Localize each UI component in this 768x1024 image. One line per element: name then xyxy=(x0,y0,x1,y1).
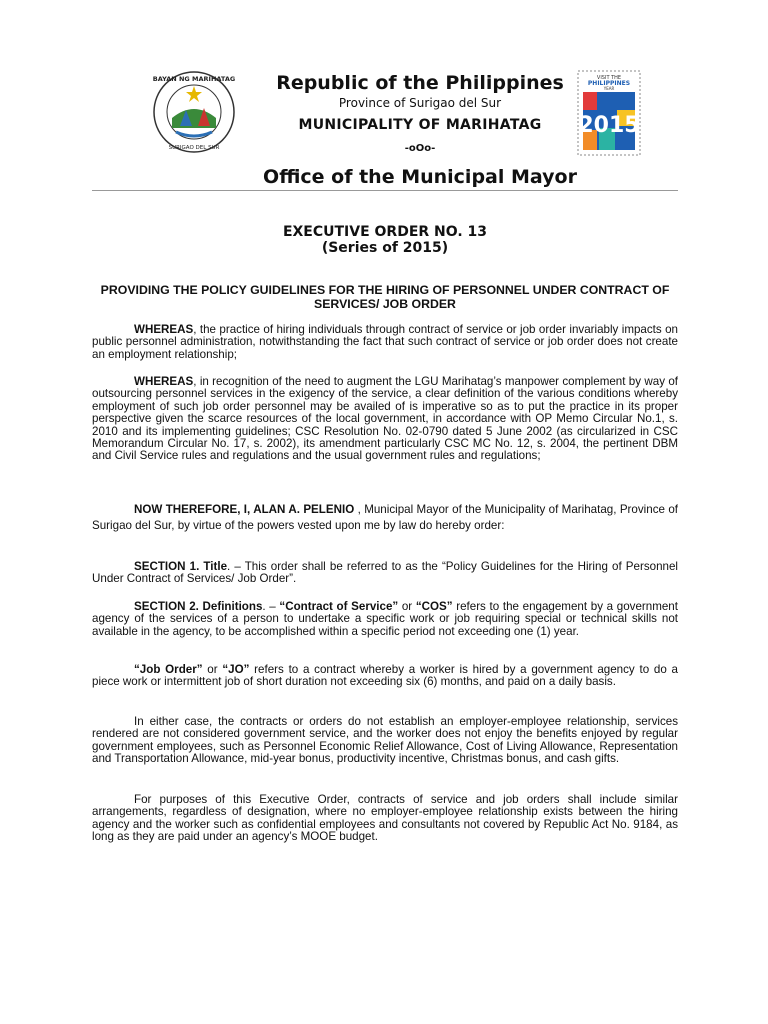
section-2-paragraph xyxy=(92,601,678,638)
order-subject: PROVIDING THE POLICY GUIDELINES FOR THE HIRING OF PERSONNEL UNDER CONTRACT OF SERVICES/ JOB ORDER xyxy=(100,283,670,311)
section-1-text: . – This order shall be referred to as the “Policy Guidelines for the Hiring of Personnel Under Contract of Services/ Job Order”. xyxy=(92,560,678,586)
seal-bottom-text: SURIGAO DEL SUR xyxy=(168,145,220,151)
now-therefore-text: , Municipal Mayor of the Municipality of Marihatag, Province of Surigao del Sur, by virtue of the powers vested upon me by law do hereby order: xyxy=(92,503,678,532)
whereas-lead-1: WHEREAS xyxy=(134,323,194,336)
series-year: (Series of 2015) xyxy=(321,240,449,256)
whereas-paragraph-1 xyxy=(92,324,678,361)
header-separator: -oOo- xyxy=(404,143,436,154)
stamp-year: 2015 xyxy=(578,113,640,138)
seal-top-text: BAYAN NG MARIHATAG xyxy=(152,75,236,83)
term-job-order: “Job Order” xyxy=(134,663,203,676)
stamp-line2: PHILIPPINES xyxy=(587,80,631,87)
now-therefore-lead: NOW THEREFORE, I, ALAN A. PELENIO xyxy=(134,503,355,516)
whereas-text-1: , the practice of hiring individuals through contract of service or job order invariably impacts on public personnel administration, notwithstanding the fact that such contract of service or job order does not create an employment relationship; xyxy=(92,323,678,361)
section-2-heading: SECTION 2. Definitions xyxy=(134,600,263,613)
office-heading: Office of the Municipal Mayor xyxy=(263,166,577,188)
section-2-or: or xyxy=(398,600,416,613)
section-2-dash: . – xyxy=(262,600,280,613)
either-case-paragraph xyxy=(92,716,678,766)
stamp-line3: YEAR xyxy=(603,86,615,91)
job-order-paragraph xyxy=(92,664,678,689)
stamp-line1: VISIT THE xyxy=(596,75,622,81)
municipality-heading: MUNICIPALITY OF MARIHATAG xyxy=(298,117,542,133)
term-jo: “JO” xyxy=(222,663,250,676)
section-1-heading: SECTION 1. Title xyxy=(134,560,228,573)
whereas-text-2: , in recognition of the need to augment the LGU Marihatag’s manpower complement by way of outsourcing personnel services in the exigency of the service, a clear definition of the various conditions whereby employment of such job order personnel may be availed of is imperative so as to put the practice in its proper perspective given the scarce resources of the local government, in accordance with OP Memo Circular No.1, s. 2010 and its implementing guidelines; CSC Resolution No. 02-0790 dated 5 June 2002 (as circularized in CSC Memorandum Circular No. 17, s. 2002), its amendment particularly CSC MC No. 12, s. 2004, the pertinent DBM and Civil Service rules and regulations and the usual government rules and regulations; xyxy=(92,375,678,463)
purposes-text: For purposes of this Executive Order, contracts of service and job orders shall include similar arrangements, regardless of designation, where no employer-employee relationship exists between the hiring agency and the worker such as confidential employees and consultants not covered by Republic Act No. 9184, as long as they are paid under an agency’s MOOE budget. xyxy=(92,793,678,844)
province-heading: Province of Surigao del Sur xyxy=(338,96,502,110)
job-order-or: or xyxy=(202,663,223,676)
purposes-paragraph xyxy=(92,794,678,844)
republic-heading: Republic of the Philippines xyxy=(276,72,564,94)
executive-order-number: EXECUTIVE ORDER NO. 13 xyxy=(282,224,488,240)
header-divider xyxy=(92,190,678,191)
job-order-text: refers to a contract whereby a worker is hired by a government agency to do a piece work or intermittent job of short duration not exceeding six (6) months, and paid on a daily basis. xyxy=(92,663,678,689)
term-cos: “COS” xyxy=(415,600,453,613)
section-2-text: refers to the engagement by a government agency of the services of a person to undertake a specific work or job requiring special or technical skills not available in the agency, to be accomplished within a specific period not exceeding one (1) year. xyxy=(92,600,678,638)
term-contract-of-service: “Contract of Service” xyxy=(279,600,399,613)
whereas-paragraph-2 xyxy=(92,376,678,463)
now-therefore-paragraph xyxy=(92,502,678,534)
section-1-paragraph xyxy=(92,561,678,586)
whereas-lead-2: WHEREAS xyxy=(134,375,194,388)
either-case-text: In either case, the contracts or orders do not establish an employer-employee relationship, services rendered are not considered government service, and the worker does not enjoy the benefits enjoyed by regular government employees, such as Personnel Economic Relief Allowance, Cost of Living Allowance, Representation and Transportation Allowance, mid-year bonus, productivity incentive, Christmas bonus, and cash gifts. xyxy=(92,715,678,766)
